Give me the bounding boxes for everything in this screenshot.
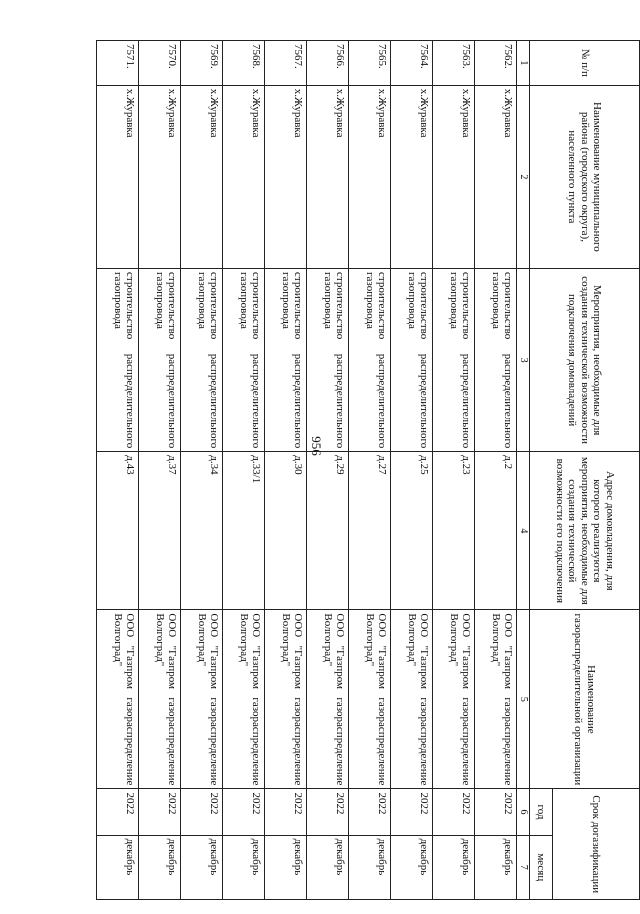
address-cell: д.30 bbox=[265, 452, 307, 610]
month-cell: декабрь bbox=[97, 835, 139, 899]
year-cell: 2022 bbox=[349, 789, 391, 835]
address-cell: д.2 bbox=[475, 452, 517, 610]
column-number: 6 bbox=[517, 789, 530, 835]
year-cell: 2022 bbox=[223, 789, 265, 835]
row-number: 7571. bbox=[97, 41, 139, 86]
measure-cell: строительство распределительного газопровода bbox=[223, 269, 265, 452]
header-address: Адрес домовладения, для которого реализуются мероприятия, необходимые для создания технической возможности его подключения bbox=[530, 452, 640, 610]
measure-cell: строительство распределительного газопровода bbox=[433, 269, 475, 452]
column-number: 1 bbox=[517, 41, 530, 86]
locality-cell: х.Журавка bbox=[139, 85, 181, 268]
header-month: месяц bbox=[530, 835, 553, 899]
address-cell: д.27 bbox=[349, 452, 391, 610]
column-number: 4 bbox=[517, 452, 530, 610]
year-cell: 2022 bbox=[181, 789, 223, 835]
month-cell: декабрь bbox=[391, 835, 433, 899]
org-cell: ООО "Газпром газораспределение Волгоград" bbox=[181, 610, 223, 789]
measure-cell: строительство распределительного газопровода bbox=[139, 269, 181, 452]
column-number: 5 bbox=[517, 610, 530, 789]
year-cell: 2022 bbox=[97, 789, 139, 835]
table-row bbox=[391, 41, 433, 900]
row-number: 7563. bbox=[433, 41, 475, 86]
row-number: 7569. bbox=[181, 41, 223, 86]
address-cell: д.33/1 bbox=[223, 452, 265, 610]
table-row bbox=[307, 41, 349, 900]
row-number: 7570. bbox=[139, 41, 181, 86]
month-cell: декабрь bbox=[307, 835, 349, 899]
locality-cell: х.Журавка bbox=[433, 85, 475, 268]
org-cell: ООО "Газпром газораспределение Волгоград" bbox=[391, 610, 433, 789]
row-number: 7567. bbox=[265, 41, 307, 86]
table-row bbox=[349, 41, 391, 900]
header-measures: Мероприятия, необходимые для создания технической возможности подключения домовладений bbox=[530, 269, 640, 452]
column-number: 3 bbox=[517, 269, 530, 452]
table-row bbox=[97, 41, 139, 900]
month-cell: декабрь bbox=[139, 835, 181, 899]
row-number: 7564. bbox=[391, 41, 433, 86]
org-cell: ООО "Газпром газораспределение Волгоград" bbox=[265, 610, 307, 789]
row-number: 7562. bbox=[475, 41, 517, 86]
table-row bbox=[475, 41, 517, 900]
org-cell: ООО "Газпром газораспределение Волгоград" bbox=[97, 610, 139, 789]
measure-cell: строительство распределительного газопровода bbox=[475, 269, 517, 452]
month-cell: декабрь bbox=[223, 835, 265, 899]
row-number: 7565. bbox=[349, 41, 391, 86]
org-cell: ООО "Газпром газораспределение Волгоград" bbox=[307, 610, 349, 789]
year-cell: 2022 bbox=[265, 789, 307, 835]
measure-cell: строительство распределительного газопровода bbox=[349, 269, 391, 452]
year-cell: 2022 bbox=[139, 789, 181, 835]
org-cell: ООО "Газпром газораспределение Волгоград" bbox=[475, 610, 517, 789]
measure-cell: строительство распределительного газопровода bbox=[181, 269, 223, 452]
locality-cell: х.Журавка bbox=[349, 85, 391, 268]
table-row bbox=[433, 41, 475, 900]
year-cell: 2022 bbox=[391, 789, 433, 835]
page-number: 956 bbox=[309, 436, 324, 456]
row-number: 7566. bbox=[307, 41, 349, 86]
table-row bbox=[265, 41, 307, 900]
measure-cell: строительство распределительного газопровода bbox=[307, 269, 349, 452]
address-cell: д.23 bbox=[433, 452, 475, 610]
locality-cell: х.Журавка bbox=[265, 85, 307, 268]
locality-cell: х.Журавка bbox=[97, 85, 139, 268]
table-row bbox=[223, 41, 265, 900]
org-cell: ООО "Газпром газораспределение Волгоград" bbox=[139, 610, 181, 789]
org-cell: ООО "Газпром газораспределение Волгоград" bbox=[223, 610, 265, 789]
column-number: 7 bbox=[517, 835, 530, 899]
header-num: № п/п bbox=[530, 41, 640, 86]
locality-cell: х.Журавка bbox=[181, 85, 223, 268]
measure-cell: строительство распределительного газопровода bbox=[391, 269, 433, 452]
rotated-document bbox=[111, 40, 640, 900]
locality-cell: х.Журавка bbox=[307, 85, 349, 268]
month-cell: декабрь bbox=[265, 835, 307, 899]
locality-cell: х.Журавка bbox=[391, 85, 433, 268]
header-org: Наименование газораспределительной организации bbox=[530, 610, 640, 789]
year-cell: 2022 bbox=[475, 789, 517, 835]
year-cell: 2022 bbox=[433, 789, 475, 835]
measure-cell: строительство распределительного газопровода bbox=[265, 269, 307, 452]
month-cell: декабрь bbox=[475, 835, 517, 899]
header-term: Срок догазификации bbox=[553, 789, 640, 900]
year-cell: 2022 bbox=[307, 789, 349, 835]
locality-cell: х.Журавка bbox=[475, 85, 517, 268]
row-number: 7568. bbox=[223, 41, 265, 86]
measure-cell: строительство распределительного газопровода bbox=[97, 269, 139, 452]
column-number-row bbox=[517, 41, 530, 900]
column-number: 2 bbox=[517, 85, 530, 268]
address-cell: д.25 bbox=[391, 452, 433, 610]
org-cell: ООО "Газпром газораспределение Волгоград" bbox=[433, 610, 475, 789]
locality-cell: х.Журавка bbox=[223, 85, 265, 268]
table-row bbox=[139, 41, 181, 900]
header-year: год bbox=[530, 789, 553, 835]
month-cell: декабрь bbox=[433, 835, 475, 899]
header-district: Наименование муниципального района (городского округа), населенного пункта bbox=[530, 85, 640, 268]
month-cell: декабрь bbox=[181, 835, 223, 899]
month-cell: декабрь bbox=[349, 835, 391, 899]
address-cell: д.43 bbox=[97, 452, 139, 610]
address-cell: д.37 bbox=[139, 452, 181, 610]
address-cell: д.34 bbox=[181, 452, 223, 610]
org-cell: ООО "Газпром газораспределение Волгоград" bbox=[349, 610, 391, 789]
table-row bbox=[181, 41, 223, 900]
gasification-table bbox=[97, 40, 640, 900]
address-cell: д.29 bbox=[307, 452, 349, 610]
